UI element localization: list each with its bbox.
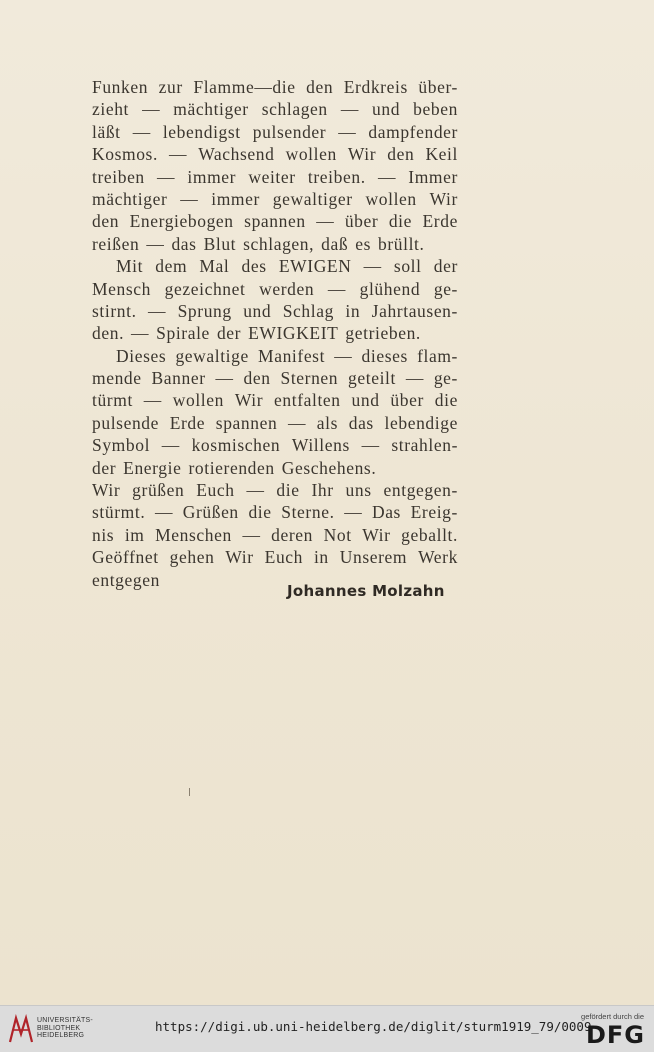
word: im: [124, 524, 145, 545]
word: —: [169, 144, 188, 165]
word: den.: [92, 323, 125, 344]
word: deren: [271, 524, 314, 545]
word: stürmt.: [92, 502, 146, 523]
word: über: [344, 211, 379, 232]
word: —: [361, 435, 380, 456]
word: dampfender: [368, 121, 458, 142]
word: Wir: [362, 524, 391, 545]
word: treiben.: [307, 166, 366, 187]
word: den: [387, 144, 415, 165]
word: die: [434, 390, 458, 411]
word: —: [161, 435, 180, 456]
text-line: [92, 76, 458, 98]
word: das: [171, 233, 197, 254]
word: soll: [393, 256, 422, 277]
text-line: [92, 389, 458, 411]
word: —: [148, 300, 167, 321]
word: Spirale: [156, 323, 210, 344]
word: —: [344, 502, 363, 523]
text-line: [92, 98, 458, 120]
dfg-caption: gefördert durch die: [581, 1012, 644, 1021]
text-line: [92, 501, 458, 523]
word: —: [146, 233, 165, 254]
word: Mensch: [92, 278, 152, 299]
library-name-line: UNIVERSITÄTS-: [37, 1017, 93, 1024]
word: Immer: [408, 166, 458, 187]
word: Ereig-: [410, 502, 458, 523]
word: —: [143, 390, 162, 411]
word: entgegen: [92, 569, 160, 590]
word: Erde: [169, 412, 206, 433]
word: der: [433, 256, 458, 277]
text-line: [92, 479, 458, 501]
word: türmt: [92, 390, 133, 411]
word: —: [334, 345, 353, 366]
word: —: [157, 166, 176, 187]
word: des: [241, 256, 267, 277]
word: den: [92, 211, 120, 232]
word: lebendigst: [162, 121, 241, 142]
text-line: [92, 166, 458, 188]
university-library-logo-icon[interactable]: [8, 1014, 34, 1044]
word: Keil: [425, 144, 458, 165]
text-line: [92, 524, 458, 546]
text-line: [92, 412, 458, 434]
word: Wachsend: [198, 144, 275, 165]
word: rotierenden: [188, 457, 275, 478]
word: EWIGEN: [278, 256, 352, 277]
word: Dieses: [116, 345, 167, 366]
word: —: [154, 502, 174, 523]
word: —: [327, 278, 346, 299]
word: beben: [413, 99, 458, 120]
word: —: [131, 323, 150, 344]
word: Flamme—die: [193, 77, 296, 97]
word: zur: [158, 77, 183, 97]
word: werden: [259, 278, 315, 299]
word: in: [345, 300, 361, 321]
word: Unserem: [339, 547, 408, 568]
word: entgegen-: [383, 480, 458, 501]
library-name-line: HEIDELBERG: [37, 1032, 85, 1039]
word: Blut: [203, 233, 237, 254]
word: dieses: [361, 345, 408, 366]
word: Werk: [418, 547, 458, 568]
word: Mal: [199, 256, 230, 277]
word: Geschehens.: [281, 457, 377, 478]
word: Schlag: [282, 300, 334, 321]
word: gewaltige: [175, 345, 249, 366]
word: Menschen: [155, 524, 232, 545]
word: —: [288, 412, 307, 433]
paper-speck: [189, 788, 190, 796]
word: Wir: [92, 480, 121, 501]
text-line: [92, 255, 458, 277]
text-line: [92, 345, 458, 367]
word: Mit: [116, 256, 144, 277]
word: Energiebogen: [129, 211, 234, 232]
dfg-logo[interactable]: DFG: [585, 1021, 645, 1049]
text-line: [92, 457, 458, 479]
word: wollen: [172, 390, 224, 411]
word: daß: [321, 233, 349, 254]
word: schlagen: [261, 99, 328, 120]
text-line: [92, 322, 458, 344]
word: Wir: [225, 547, 254, 568]
library-name-line: BIBLIOTHEK: [37, 1024, 81, 1032]
word: Sternen: [280, 368, 339, 389]
word: und: [243, 300, 272, 321]
word: Energie: [123, 457, 182, 478]
word: pulsender: [252, 121, 327, 142]
word: gewaltiger: [272, 188, 353, 209]
word: weiter: [248, 166, 296, 187]
word: über: [390, 390, 424, 411]
word: glühend: [359, 278, 421, 299]
word: und: [372, 99, 401, 120]
word: Grüßen: [182, 502, 239, 523]
word: mächtiger: [92, 188, 168, 209]
word: die: [388, 211, 412, 232]
word: den: [306, 77, 334, 97]
word: Geöffnet: [92, 547, 159, 568]
word: es: [355, 233, 371, 254]
word: entfalten: [274, 390, 341, 411]
text-line: [92, 210, 458, 232]
word: mächtiger: [173, 99, 249, 120]
manifesto-text: [92, 76, 458, 591]
word: spannen: [244, 211, 306, 232]
word: —: [215, 368, 234, 389]
word: lebendige: [384, 412, 458, 433]
text-line: [92, 143, 458, 165]
word: EWIGKEIT: [248, 323, 339, 344]
word: getrieben.: [345, 323, 421, 344]
word: —: [242, 524, 261, 545]
permalink-url[interactable]: https://digi.ub.uni-heidelberg.de/diglit/sturm1919_79/0009: [155, 1019, 592, 1034]
word: den: [243, 368, 271, 389]
word: —: [377, 166, 397, 187]
text-line: [92, 300, 458, 322]
word: —: [338, 121, 357, 142]
word: —: [316, 211, 335, 232]
word: ge-: [433, 368, 458, 389]
word: Euch: [196, 480, 235, 501]
word: die: [248, 502, 272, 523]
word: Kosmos.: [92, 144, 158, 165]
word: zieht: [92, 99, 130, 120]
word: ge-: [433, 278, 458, 299]
word: Das: [371, 502, 401, 523]
word: Not: [323, 524, 352, 545]
word: Jahrtausen-: [371, 300, 458, 321]
word: das: [348, 412, 374, 433]
word: und: [351, 390, 380, 411]
word: strahlen-: [391, 435, 458, 456]
word: Euch: [264, 547, 304, 568]
word: flam-: [417, 345, 458, 366]
word: geteilt: [348, 368, 396, 389]
word: in: [313, 547, 329, 568]
text-line: [92, 434, 458, 456]
word: —: [142, 99, 161, 120]
word: als: [316, 412, 339, 433]
word: —: [246, 480, 265, 501]
word: Erdkreis: [343, 77, 408, 97]
word: mende: [92, 368, 142, 389]
word: —: [132, 121, 151, 142]
word: —: [180, 188, 199, 209]
viewer-footer: [0, 1005, 654, 1052]
word: Erde: [422, 211, 458, 232]
word: geballt.: [401, 524, 458, 545]
text-line: [92, 188, 458, 210]
text-line: [92, 121, 458, 143]
text-line: [92, 546, 458, 568]
word: Symbol: [92, 435, 151, 456]
word: kosmischen: [191, 435, 281, 456]
word: uns: [345, 480, 372, 501]
word: grüßen: [132, 480, 185, 501]
text-line: [92, 367, 458, 389]
word: brüllt.: [377, 233, 425, 254]
word: Willens: [291, 435, 350, 456]
word: wollen: [285, 144, 337, 165]
word: Wir: [234, 390, 264, 411]
word: dem: [155, 256, 188, 277]
word: über-: [418, 77, 458, 97]
text-line: [92, 278, 458, 300]
word: spannen: [215, 412, 278, 433]
word: Sterne.: [281, 502, 335, 523]
word: —: [405, 368, 424, 389]
word: pulsende: [92, 412, 160, 433]
word: stirnt.: [92, 300, 137, 321]
word: immer: [211, 188, 260, 209]
word: der: [216, 323, 242, 344]
author-signature: Johannes Molzahn: [287, 582, 445, 600]
word: Wir: [347, 144, 377, 165]
word: Banner: [151, 368, 206, 389]
word: schlagen,: [243, 233, 315, 254]
word: treiben: [92, 166, 145, 187]
word: reißen: [92, 233, 140, 254]
word: Ihr: [311, 480, 334, 501]
text-line: [92, 233, 458, 255]
library-name[interactable]: [37, 1017, 93, 1040]
word: Manifest: [258, 345, 326, 366]
word: Wir: [429, 188, 458, 209]
word: nis: [92, 524, 115, 545]
word: läßt: [92, 121, 121, 142]
word: —: [363, 256, 382, 277]
word: —: [340, 99, 359, 120]
word: wollen: [365, 188, 417, 209]
word: immer: [187, 166, 237, 187]
word: Funken: [92, 77, 149, 97]
word: die: [276, 480, 300, 501]
word: der: [92, 457, 117, 478]
word: gezeichnet: [164, 278, 246, 299]
word: Sprung: [177, 300, 232, 321]
word: gehen: [169, 547, 215, 568]
